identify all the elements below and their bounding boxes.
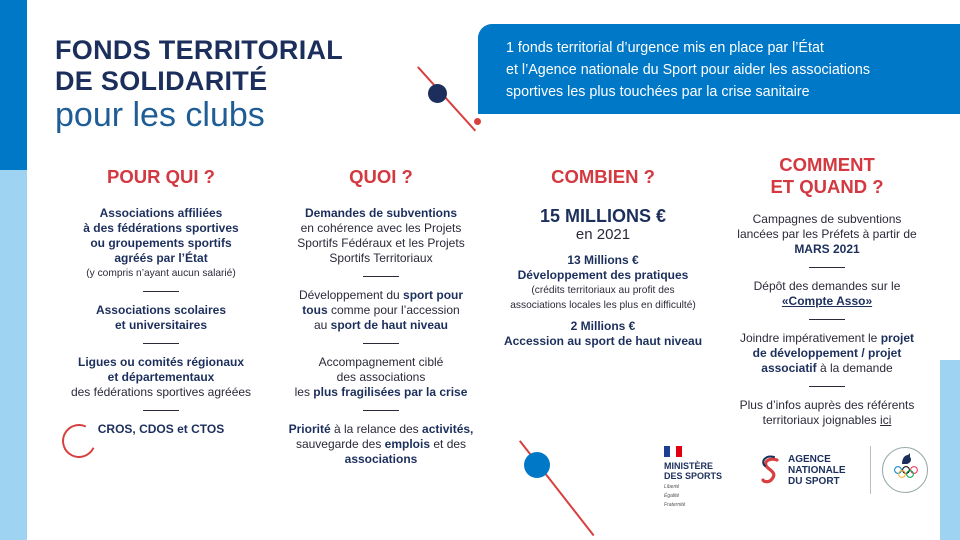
banner-line-3: sportives les plus touchées par la crise sanitaire [506, 84, 810, 100]
left-light-stripe [0, 170, 27, 540]
quoi-d1b: à la relance des [330, 422, 423, 436]
motto-3: Fraternité [664, 502, 686, 508]
separator [363, 276, 399, 277]
quoi-b1b: sport pour [403, 288, 464, 302]
combien-heading: COMBIEN ? [551, 166, 655, 187]
logo-divider [870, 446, 871, 494]
separator [809, 319, 845, 320]
pour-qui-a2: à des fédérations sportives [83, 221, 239, 235]
motto-1: Liberté [664, 484, 680, 490]
navy-dot [428, 84, 447, 103]
column-quoi [272, 166, 490, 467]
ans-line-2: NATIONALE [788, 465, 846, 476]
column-comment [716, 154, 938, 428]
combien-m1-note1: (crédits territoriaux au profit des [531, 285, 675, 296]
pour-qui-c1: Ligues ou comités régionaux [77, 355, 245, 369]
column-pour-qui [52, 166, 270, 437]
cnosf-logo [882, 447, 928, 493]
ministere-line-1: MINISTÈRE [664, 461, 714, 471]
quoi-c3b: plus fragilisées par la crise [313, 385, 468, 399]
title-line-1: FONDS TERRITORIAL [55, 35, 344, 65]
french-flag-icon [664, 446, 682, 457]
quoi-b1a: Développement du [298, 288, 404, 302]
comment-a2: lancées par les Préfets à partir de [737, 227, 917, 241]
ministere-logo [664, 446, 722, 508]
combien-m1-note2: associations locales les plus en difficulté) [510, 300, 696, 311]
column-combien [492, 166, 714, 349]
comment-b1: Dépôt des demandes sur le [753, 279, 901, 293]
quoi-a4: Sportifs Territoriaux [329, 251, 433, 265]
banner-line-1: 1 fonds territorial d’urgence mis en place par l’État [506, 40, 824, 56]
intro-banner [478, 24, 960, 114]
comment-c3b: à la demande [816, 361, 893, 375]
quoi-a2: en cohérence avec les Projets [300, 221, 462, 235]
comment-c1a: Joindre impérativement le [739, 331, 881, 345]
comment-c3a: associatif [761, 361, 817, 375]
quoi-c2: des associations [336, 370, 426, 384]
quoi-d3: associations [344, 452, 418, 466]
comment-d2a: territoriaux joignables [762, 413, 881, 427]
pour-qui-c3: des fédérations sportives agréées [70, 385, 252, 399]
separator [363, 410, 399, 411]
pour-qui-a1: Associations affiliées [99, 206, 223, 220]
combien-m2: 2 Millions € [570, 319, 636, 333]
comment-a1: Campagnes de subventions [752, 212, 902, 226]
quoi-c1: Accompagnement ciblé [318, 355, 444, 369]
quoi-d2a: sauvegarde des [295, 437, 385, 451]
comment-heading-2: ET QUAND ? [770, 176, 884, 197]
pour-qui-heading: POUR QUI ? [107, 166, 215, 187]
title-line-3: pour les clubs [55, 96, 265, 134]
quoi-d1a: Priorité [288, 422, 331, 436]
pour-qui-a4: agréés par l’État [114, 251, 208, 265]
ans-mark-icon [760, 455, 782, 487]
separator [143, 343, 179, 344]
quoi-d1c: activités, [422, 422, 474, 436]
title-line-2: DE SOLIDARITÉ [55, 66, 268, 96]
ici-link[interactable]: ici [880, 413, 892, 427]
ans-line-1: AGENCE [788, 454, 831, 465]
pour-qui-a3: ou groupements sportifs [90, 236, 232, 250]
poster-title [55, 35, 343, 133]
olympic-rings-icon [893, 466, 919, 478]
combien-m1: 13 Millions € [567, 253, 639, 267]
comment-a3: MARS 2021 [794, 242, 860, 256]
quoi-b3b: sport de haut niveau [330, 318, 449, 332]
combien-m1-label: Développement des pratiques [517, 268, 689, 282]
right-light-stripe [938, 360, 960, 540]
comment-heading-1: COMMENT [779, 154, 875, 175]
pour-qui-c2: et départementaux [107, 370, 215, 384]
pour-qui-a5: (y compris n’ayant aucun salarié) [86, 268, 236, 279]
rooster-icon [899, 452, 913, 466]
blue-dot [524, 452, 550, 478]
pour-qui-b1: Associations scolaires [95, 303, 227, 317]
quoi-heading: QUOI ? [349, 166, 413, 187]
comment-d1: Plus d’infos auprès des référents [739, 398, 915, 412]
motto-2: Égalité [664, 493, 680, 499]
quoi-d2c: et des [430, 437, 467, 451]
quoi-b2a: tous [302, 303, 328, 317]
separator [363, 343, 399, 344]
quoi-d2b: emplois [384, 437, 431, 451]
ans-line-3: DU SPORT [788, 476, 840, 487]
pour-qui-b2: et universitaires [114, 318, 208, 332]
separator [809, 386, 845, 387]
ans-logo [760, 454, 846, 487]
quoi-b2b: comme pour l’accession [327, 303, 460, 317]
quoi-b3a: au [313, 318, 331, 332]
quoi-c3a: les [294, 385, 314, 399]
pour-qui-d1: CROS, CDOS et CTOS [97, 422, 225, 436]
comment-c2: de développement / projet [752, 346, 902, 360]
combien-amount: 15 MILLIONS € [539, 206, 667, 226]
ministere-line-2: DES SPORTS [664, 471, 723, 481]
red-dot [474, 118, 481, 125]
quoi-a1: Demandes de subventions [304, 206, 458, 220]
comment-c1b: projet [880, 331, 915, 345]
combien-m2-label: Accession au sport de haut niveau [503, 334, 703, 348]
combien-year: en 2021 [575, 226, 631, 243]
banner-line-2: et l’Agence nationale du Sport pour aider les associations [506, 62, 871, 78]
quoi-a3: Sportifs Fédéraux et les Projets [297, 236, 465, 250]
compte-asso-link[interactable]: «Compte Asso» [781, 294, 873, 308]
separator [143, 291, 179, 292]
separator [143, 410, 179, 411]
separator [809, 267, 845, 268]
comment-heading [716, 154, 938, 198]
